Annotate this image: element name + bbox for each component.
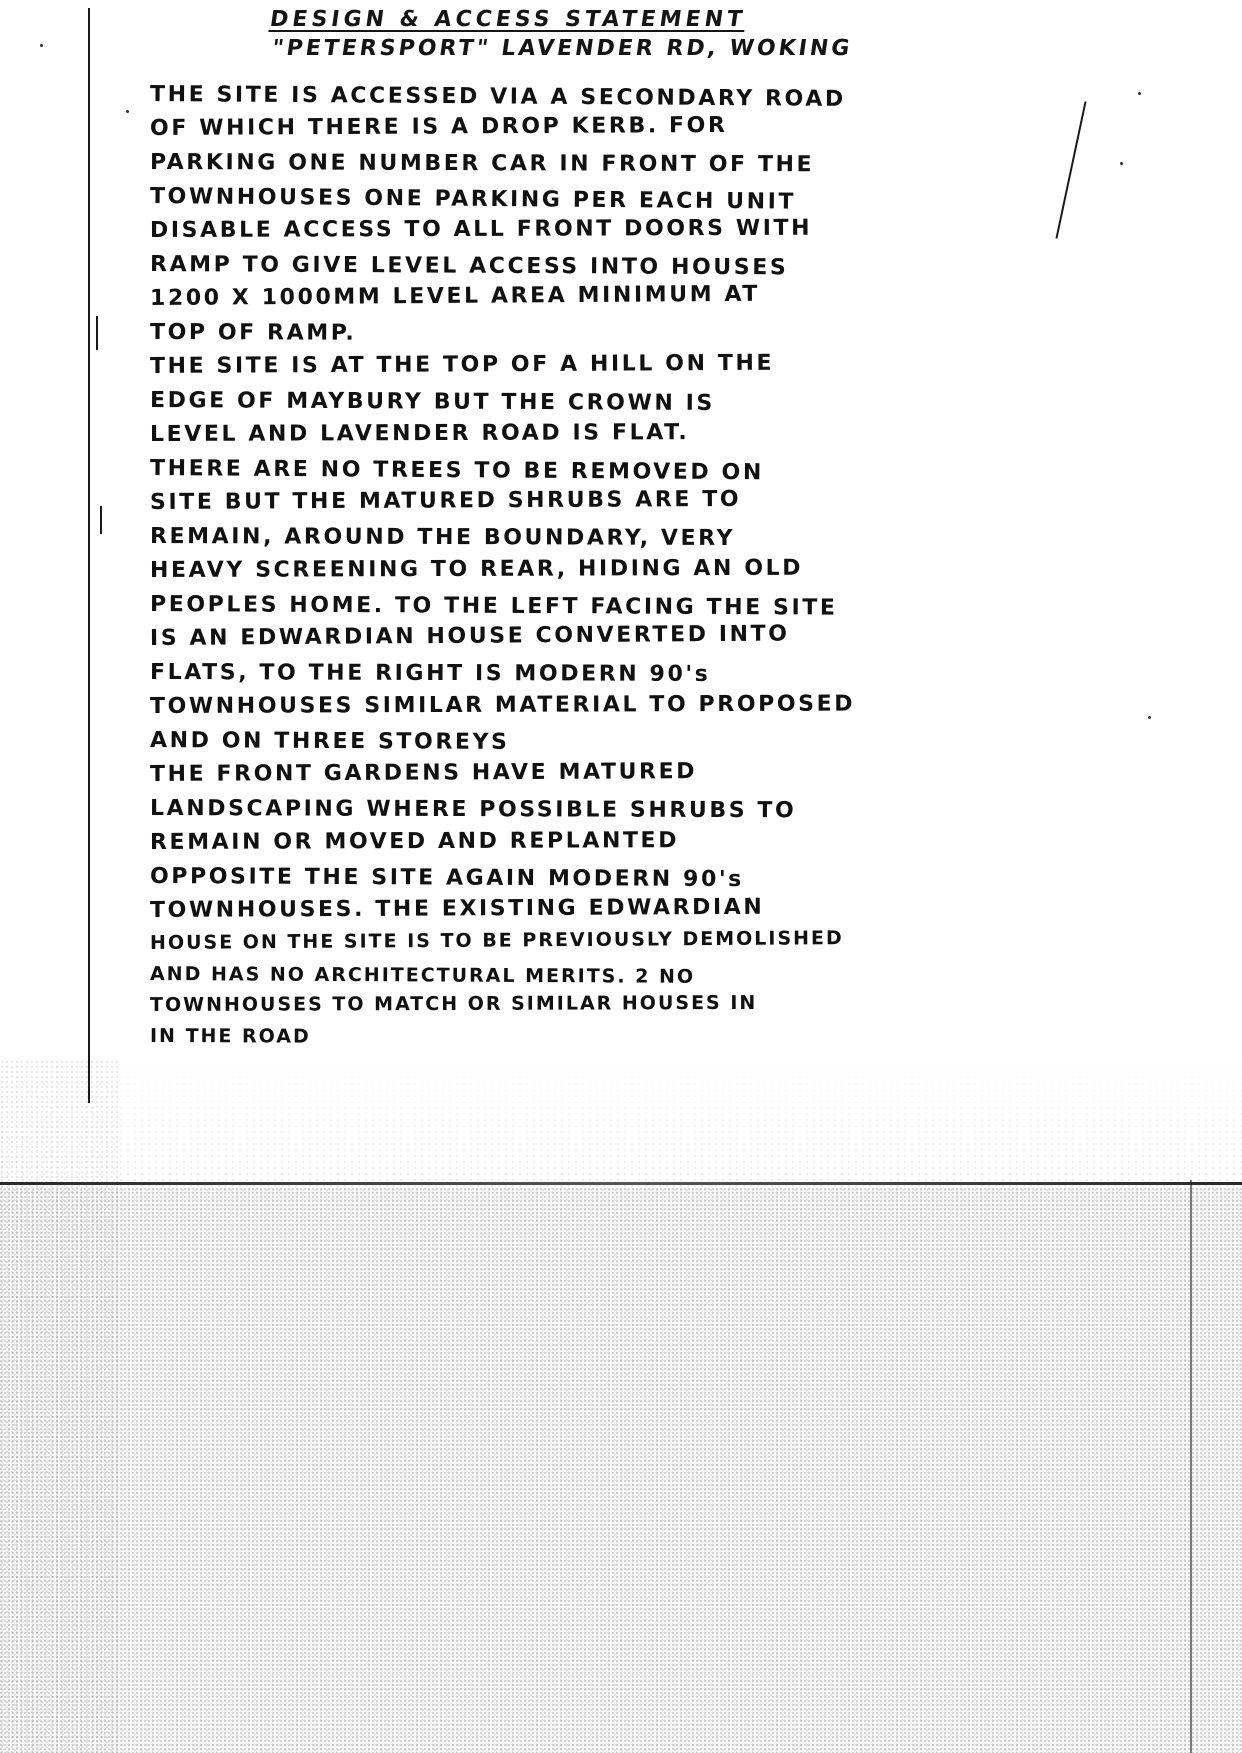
text-line: TOWNHOUSES SIMILAR MATERIAL TO PROPOSED: [149, 691, 856, 719]
text-line: TOP OF RAMP.: [149, 320, 357, 346]
margin-mark: [100, 506, 102, 534]
text-line: LANDSCAPING WHERE POSSIBLE SHRUBS TO: [149, 796, 797, 824]
text-line: HEAVY SCREENING TO REAR, HIDING AN OLD: [149, 555, 804, 583]
scan-speck: [1120, 162, 1123, 165]
scan-noise-transition: [0, 1040, 1242, 1190]
text-line: REMAIN, AROUND THE BOUNDARY, VERY: [149, 524, 736, 552]
text-line: AND ON THREE STOREYS: [149, 728, 510, 755]
text-line: THERE ARE NO TREES TO BE REMOVED ON: [149, 456, 764, 486]
text-line: EDGE OF MAYBURY BUT THE CROWN IS: [149, 388, 715, 416]
text-line: REMAIN OR MOVED AND REPLANTED: [149, 828, 680, 855]
text-line: OF WHICH THERE IS A DROP KERB. FOR: [149, 112, 728, 141]
text-line: 1200 X 1000MM LEVEL AREA MINIMUM AT: [149, 281, 761, 311]
text-line: THE SITE IS ACCESSED VIA A SECONDARY ROAD: [149, 82, 846, 112]
margin-rule: [88, 8, 90, 1103]
text-line: LEVEL AND LAVENDER ROAD IS FLAT.: [149, 420, 690, 447]
document-title: DESIGN & ACCESS STATEMENT: [268, 7, 748, 32]
statement-body: [150, 78, 1110, 1052]
text-line: IN THE ROAD: [149, 1025, 311, 1048]
page-fold-line: [0, 1182, 1242, 1185]
text-line: IS AN EDWARDIAN HOUSE CONVERTED INTO: [149, 621, 790, 651]
handwritten-statement: [150, 6, 1110, 1052]
text-line: TOWNHOUSES. THE EXISTING EDWARDIAN: [149, 894, 765, 923]
text-line: TOWNHOUSES TO MATCH OR SIMILAR HOUSES IN: [149, 991, 758, 1016]
text-line: RAMP TO GIVE LEVEL ACCESS INTO HOUSES: [149, 252, 789, 281]
text-line: TOWNHOUSES ONE PARKING PER EACH UNIT: [149, 184, 797, 215]
document-subtitle: "PETERSPORT" LAVENDER RD, WOKING: [270, 36, 854, 61]
text-line: HOUSE ON THE SITE IS TO BE PREVIOUSLY DEMOLISHED: [149, 927, 844, 954]
page-edge-line: [1190, 0, 1192, 1753]
scan-speck: [1148, 716, 1151, 719]
scan-speck: [1138, 92, 1141, 95]
text-line: DISABLE ACCESS TO ALL FRONT DOORS WITH: [149, 215, 813, 243]
text-line: THE FRONT GARDENS HAVE MATURED: [149, 759, 698, 787]
text-line: PEOPLES HOME. TO THE LEFT FACING THE SITE: [149, 592, 838, 621]
text-line: PARKING ONE NUMBER CAR IN FRONT OF THE: [149, 150, 815, 178]
text-line: FLATS, TO THE RIGHT IS MODERN 90's: [149, 660, 711, 687]
text-line: THE SITE IS AT THE TOP OF A HILL ON THE: [149, 350, 775, 379]
text-line: AND HAS NO ARCHITECTURAL MERITS. 2 NO: [149, 963, 696, 988]
scan-noise-left: [0, 1060, 120, 1753]
scan-noise-area: [0, 1188, 1242, 1753]
scan-speck: [40, 44, 43, 47]
text-line: SITE BUT THE MATURED SHRUBS ARE TO: [149, 486, 742, 515]
margin-mark: [96, 316, 98, 350]
text-line: OPPOSITE THE SITE AGAIN MODERN 90's: [149, 864, 744, 893]
scan-speck: [126, 110, 129, 113]
